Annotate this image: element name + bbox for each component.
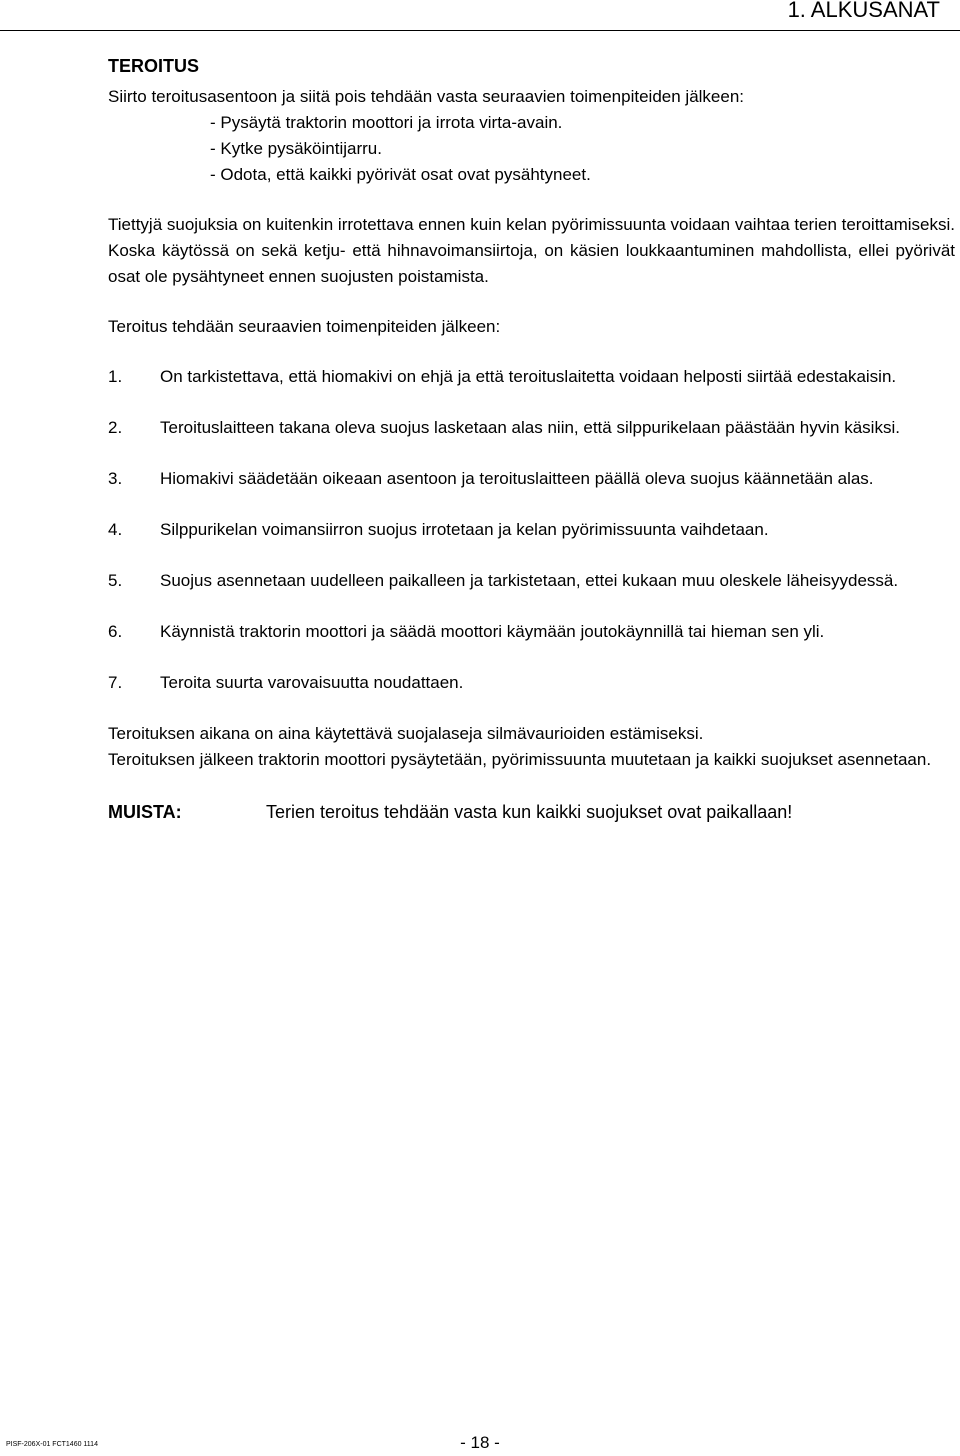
reminder-label: MUISTA: xyxy=(108,802,182,822)
intro-text: Siirto teroitusasentoon ja siitä pois tehdään vasta seuraavien toimenpiteiden jälkeen: xyxy=(108,87,745,106)
precaution-list xyxy=(108,110,955,188)
step-item xyxy=(108,619,955,645)
header-divider xyxy=(0,30,960,31)
step-number: 6. xyxy=(108,622,123,641)
step-text: Hiomakivi säädetään oikeaan asentoon ja teroituslaitteen päällä oleva suojus käännetään alas. xyxy=(160,469,874,488)
steps-list xyxy=(108,364,955,696)
paragraph-steps-intro: Teroitus tehdään seuraavien toimenpiteiden jälkeen: xyxy=(108,317,501,336)
step-text: Teroita suurta varovaisuutta noudattaen. xyxy=(160,673,464,692)
precaution-item: - Kytke pysäköintijarru. xyxy=(210,139,382,158)
paragraph-after-sharpening: Teroituksen jälkeen traktorin moottori pysäytetään, pyörimissuunta muutetaan ja kaikki suojukset asennetaan. xyxy=(108,750,932,769)
step-item xyxy=(108,568,955,594)
step-number: 2. xyxy=(108,418,123,437)
step-text: Käynnistä traktorin moottori ja säädä moottori käymään joutokäynnillä tai hieman sen yli. xyxy=(160,622,825,641)
step-item xyxy=(108,415,955,441)
precaution-item: - Odota, että kaikki pyörivät osat ovat pysähtyneet. xyxy=(210,165,591,184)
reminder-text: Terien teroitus tehdään vasta kun kaikki suojukset ovat paikallaan! xyxy=(266,802,793,822)
step-item xyxy=(108,466,955,492)
reminder-note xyxy=(108,799,955,825)
step-number: 1. xyxy=(108,367,123,386)
step-number: 3. xyxy=(108,469,123,488)
paragraph-safety-glasses: Teroituksen aikana on aina käytettävä suojalaseja silmävaurioiden estämiseksi. xyxy=(108,724,704,743)
page-number: - 18 - xyxy=(460,1433,500,1452)
precaution-item: - Pysäytä traktorin moottori ja irrota virta-avain. xyxy=(210,113,563,132)
paragraph-guards: Tiettyjä suojuksia on kuitenkin irrotettava ennen kuin kelan pyörimissuunta voidaan vaihtaa terien teroittamiseksi. Koska käytössä on sekä ketju- että hihnavoimansiirtoja, on käsien loukkaantuminen mahdollista, ellei pyörivät osat ole pysähtyneet ennen suojusten poistamista. xyxy=(108,215,955,286)
step-number: 7. xyxy=(108,673,123,692)
step-text: Teroituslaitteen takana oleva suojus lasketaan alas niin, että silppurikelaan päästään hyvin käsiksi. xyxy=(160,418,900,437)
chapter-title: 1. ALKUSANAT xyxy=(787,0,940,22)
section-heading: TEROITUS xyxy=(108,56,200,76)
step-item xyxy=(108,364,955,390)
step-text: On tarkistettava, että hiomakivi on ehjä ja että teroituslaitetta voidaan helposti siirtää edestakaisin. xyxy=(160,367,897,386)
page-content xyxy=(108,52,955,825)
step-text: Suojus asennetaan uudelleen paikalleen ja tarkistetaan, ettei kukaan muu oleskele läheisyydessä. xyxy=(160,571,899,590)
document-code: PISF-206X-01 FCT1460 1114 xyxy=(6,1441,98,1448)
step-item xyxy=(108,517,955,543)
step-item xyxy=(108,670,955,696)
step-text: Silppurikelan voimansiirron suojus irrotetaan ja kelan pyörimissuunta vaihdetaan. xyxy=(160,520,769,539)
step-number: 5. xyxy=(108,571,123,590)
step-number: 4. xyxy=(108,520,123,539)
